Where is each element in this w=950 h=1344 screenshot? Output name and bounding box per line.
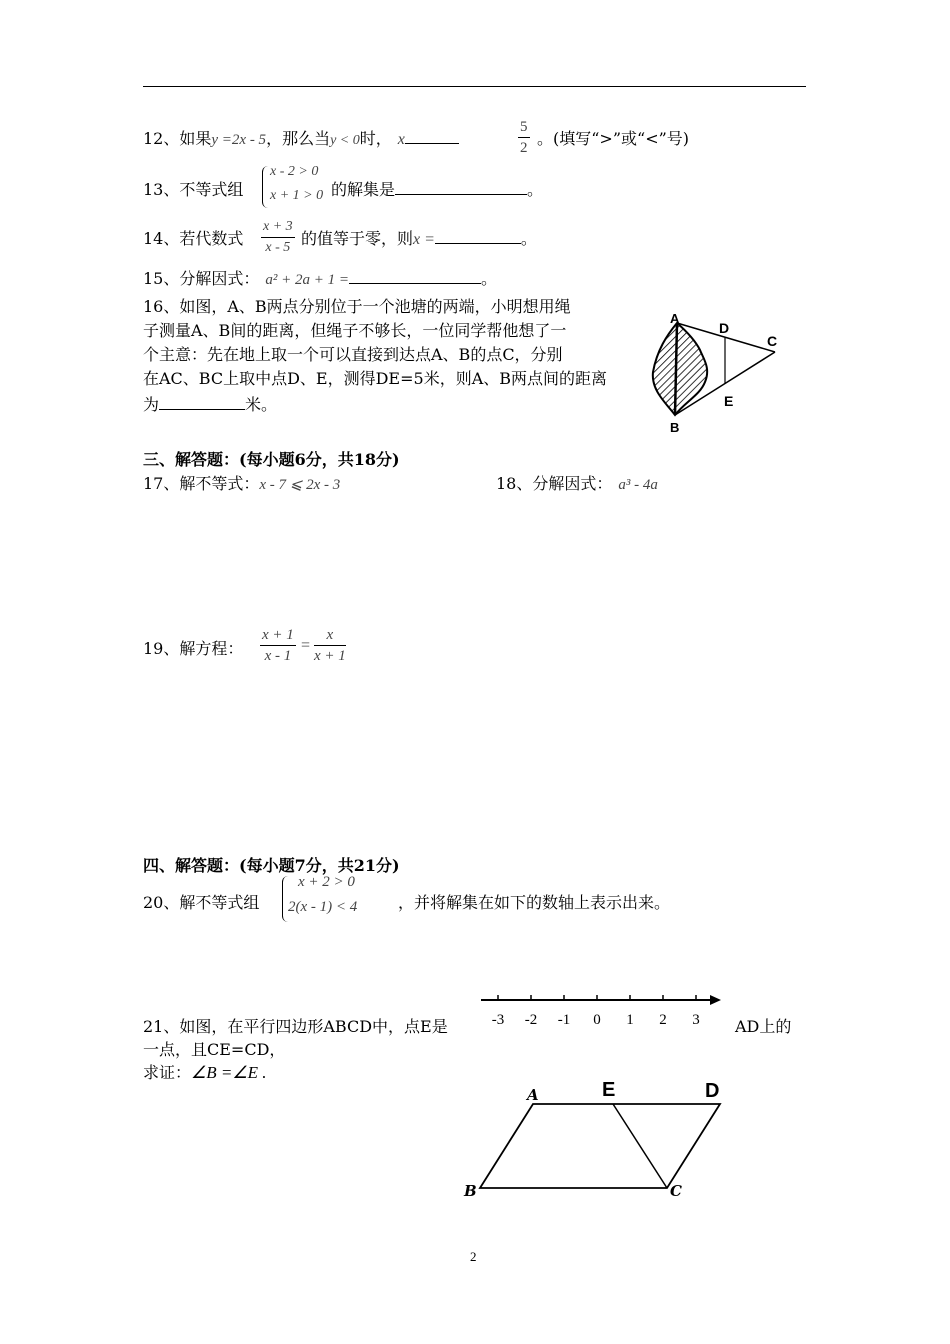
number-line (478, 990, 728, 1035)
q12-frac-num: 5 (518, 117, 530, 138)
question-17 (143, 473, 340, 496)
q19-rnum: x (314, 625, 346, 646)
q20-line2: 2(x - 1) < 4 (288, 899, 358, 915)
q14-fraction (261, 217, 295, 258)
q14-end: 。 (520, 229, 537, 248)
number-line-tick-label: 2 (659, 1012, 667, 1028)
q16-line-4: 在AC、BC上取中点D、E，测得DE=5米，则A、B两点间的距离 (143, 369, 608, 388)
para-label-b: B (464, 1182, 477, 1200)
q15-end: 。 (481, 269, 498, 288)
q21-line1a: 21、如图，在平行四边形ABCD中，点E是 (143, 1017, 448, 1036)
pond-label-d: D (719, 320, 730, 336)
q17-expr: x - 7 ⩽ 2x - 3 (259, 477, 341, 493)
q19-rden: x + 1 (314, 648, 346, 664)
q13-system-brace (262, 166, 269, 208)
q21-line3 (143, 1062, 267, 1084)
q12-var: x (397, 131, 405, 148)
question-18 (496, 473, 658, 496)
q18-expr: a³ - 4a (618, 477, 658, 493)
q13-blank[interactable] (395, 180, 527, 195)
q17-prefix: 17、解不等式： (143, 474, 260, 493)
q14-den: x - 5 (265, 240, 291, 255)
q19-lden: x - 1 (264, 648, 292, 664)
q12-suffix: 。(填写“>”或“<”号) (537, 129, 690, 148)
q12-cond: y < 0 (330, 133, 360, 148)
q15-expr: a² + 2a + 1 = (265, 272, 349, 288)
q21-prove-label: 求证： (143, 1063, 192, 1082)
pond-label-e: E (724, 393, 734, 409)
q16-line-3: 个主意：先在地上取一个可以直接到达点A、B的点C，分别 (143, 345, 563, 364)
pond-label-a: A (670, 311, 680, 326)
q19-prefix: 19、解方程： (143, 639, 244, 658)
q12-mid: ，那么当 (266, 129, 331, 148)
q14-rest (301, 228, 537, 251)
para-label-e: E (602, 1079, 616, 1101)
question-15 (143, 268, 497, 291)
q13-line1: x - 2 > 0 (270, 164, 319, 179)
number-line-tick-label: -3 (491, 1012, 505, 1028)
q16-last-suffix: 米。 (245, 395, 278, 414)
number-line-tick-label: -1 (557, 1012, 571, 1028)
q12-frac-den: 2 (520, 140, 528, 156)
q13-line2: x + 1 > 0 (270, 188, 324, 203)
q14-var: x = (413, 231, 435, 248)
q13-rest (331, 179, 543, 201)
section-4-heading: 四、解答题：(每小题7分，共21分) (143, 856, 400, 875)
q12-prefix: 12、如果 (143, 129, 212, 148)
q20-suffix: ，并将解集在如下的数轴上表示出来。 (398, 893, 671, 912)
parallelogram-abcd (480, 1104, 720, 1188)
q20-line1: x + 2 > 0 (298, 874, 355, 890)
section-3-heading: 三、解答题：(每小题6分，共18分) (143, 450, 400, 469)
pond-shape (653, 323, 707, 415)
q14-prefix: 14、若代数式 (143, 229, 244, 248)
para-label-d: D (705, 1080, 720, 1102)
q19-lnum: x + 1 (260, 625, 296, 646)
header-rule (143, 86, 806, 87)
number-line-tick-label: 3 (692, 1012, 700, 1028)
q12-when: 时， (359, 129, 392, 148)
q13-end: 。 (527, 180, 544, 199)
pond-figure (645, 310, 790, 435)
pond-label-b: B (670, 420, 680, 435)
q19-equals: = (301, 637, 311, 654)
para-label-a: A (527, 1086, 539, 1104)
q13-prefix: 13、不等式组 (143, 180, 244, 199)
parallelogram-figure (455, 1070, 735, 1210)
q12-fraction (518, 117, 530, 158)
q21-line1b: AD上的 (735, 1017, 792, 1036)
q16-line-1: 16、如图，A、B两点分别位于一个池塘的两端，小明想用绳 (143, 297, 571, 316)
q16-blank[interactable] (159, 395, 245, 410)
q16-last-prefix: 为 (143, 395, 160, 414)
pond-label-c: C (767, 333, 778, 349)
q19-right-fraction (314, 625, 346, 666)
q12-eq: y =2x - 5 (211, 132, 267, 148)
q18-prefix: 18、分解因式： (496, 474, 613, 493)
q16-line-5 (143, 394, 277, 416)
q15-prefix: 15、分解因式： (143, 269, 260, 288)
number-line-tick-label: 1 (626, 1012, 634, 1028)
q19-left-fraction (260, 625, 296, 666)
q21-angle-claim: ∠B =∠E . (191, 1063, 267, 1082)
number-line-arrow (710, 995, 721, 1005)
number-line-tick-label: 0 (593, 1012, 601, 1028)
q21-line2: 一点，且CE=CD， (143, 1040, 286, 1059)
number-line-tick-label: -2 (524, 1012, 538, 1028)
q20-prefix: 20、解不等式组 (143, 893, 260, 912)
q15-blank[interactable] (349, 269, 481, 284)
q12-blank[interactable] (405, 129, 459, 144)
question-12 (143, 128, 459, 152)
q13-suffix: 的解集是 (331, 180, 396, 199)
q14-num: x + 3 (261, 217, 295, 238)
segment-ce (613, 1104, 667, 1188)
q14-blank[interactable] (435, 229, 521, 244)
page-number: 2 (470, 1249, 477, 1264)
para-label-c: C (670, 1182, 682, 1200)
q16-line-2: 子测量A、B间的距离，但绳子不够长，一位同学帮他想了一 (143, 321, 567, 340)
q14-mid: 的值等于零，则 (301, 229, 414, 248)
